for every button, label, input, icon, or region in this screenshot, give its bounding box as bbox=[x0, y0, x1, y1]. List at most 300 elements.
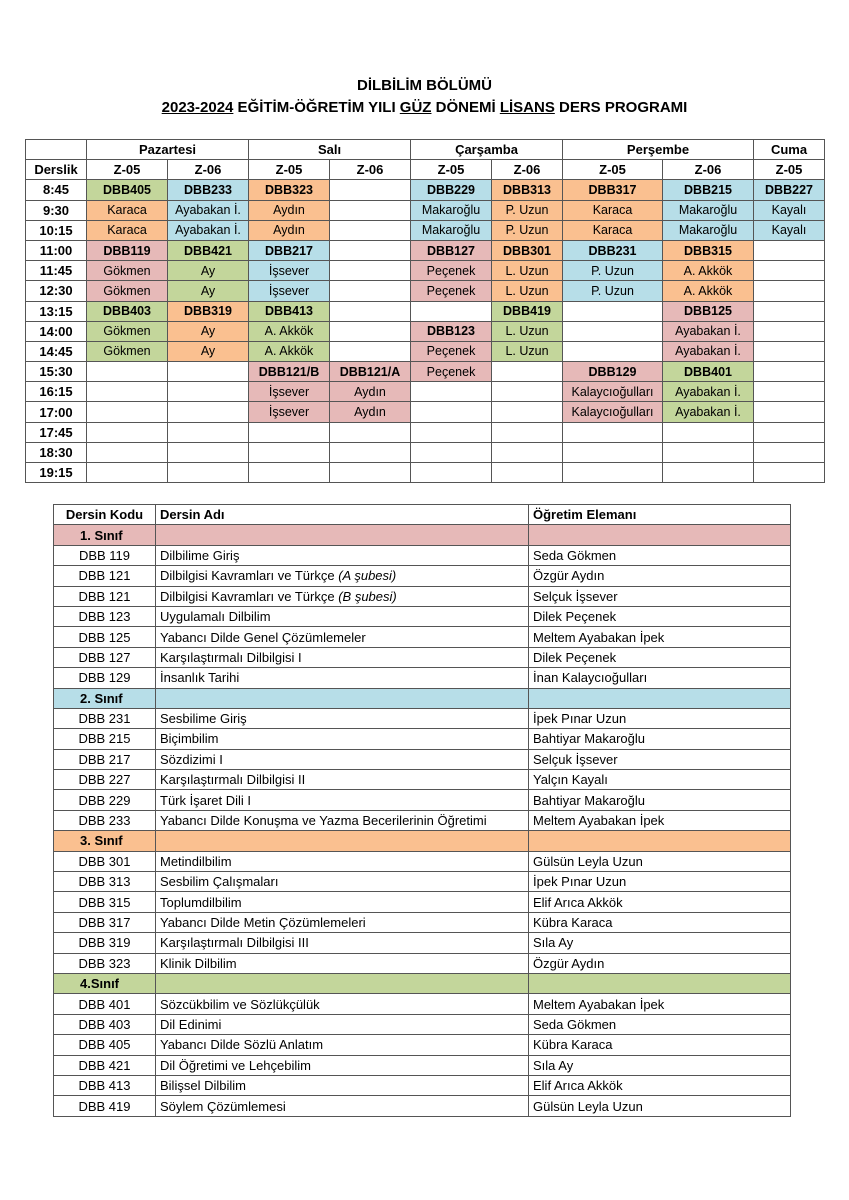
instructor-cell: Ayabakan İ. bbox=[663, 382, 754, 402]
instructor-cell: Ay bbox=[168, 341, 249, 361]
empty-cell bbox=[663, 422, 754, 442]
empty-cell bbox=[754, 261, 825, 281]
instructor-cell: Peçenek bbox=[411, 261, 492, 281]
course-code: DBB 127 bbox=[54, 647, 156, 667]
empty-cell bbox=[330, 463, 411, 483]
instructor-cell: Gökmen bbox=[87, 261, 168, 281]
instructor-cell: Ay bbox=[168, 281, 249, 301]
course-instructor: Kübra Karaca bbox=[529, 1035, 791, 1055]
course-code-cell: DBB123 bbox=[411, 321, 492, 341]
course-name-text: Sözcükbilim ve Sözlükçülük bbox=[160, 996, 320, 1012]
empty-cell bbox=[754, 442, 825, 462]
time-slot: 14:00 bbox=[26, 321, 87, 341]
empty-cell bbox=[411, 402, 492, 422]
course-code-cell: DBB313 bbox=[492, 180, 563, 200]
course-name-text: Dil Edinimi bbox=[160, 1016, 222, 1032]
course-code: DBB 121 bbox=[54, 566, 156, 586]
empty-cell bbox=[754, 240, 825, 260]
course-name-text: Yabancı Dilde Konuşma ve Yazma Becerilerinin Öğretimi bbox=[160, 813, 487, 829]
room-header: Z-05 bbox=[754, 160, 825, 180]
instructor-cell: Makaroğlu bbox=[663, 220, 754, 240]
course-name-text: Metindilbilim bbox=[160, 853, 232, 869]
course-name bbox=[156, 749, 529, 769]
time-slot: 14:45 bbox=[26, 341, 87, 361]
empty-cell bbox=[330, 301, 411, 321]
course-name-text: Yabancı Dilde Sözlü Anlatım bbox=[160, 1037, 324, 1053]
instructor-cell: Peçenek bbox=[411, 281, 492, 301]
course-name-text: Dilbilgisi Kavramları ve Türkçe bbox=[160, 568, 339, 584]
empty-cell bbox=[754, 382, 825, 402]
time-slot: 11:45 bbox=[26, 261, 87, 281]
course-instructor: Elif Arıca Akkök bbox=[529, 1075, 791, 1095]
empty-cell bbox=[563, 422, 663, 442]
day-header: Cuma bbox=[754, 140, 825, 160]
room-header: Z-06 bbox=[663, 160, 754, 180]
course-code: DBB 129 bbox=[54, 668, 156, 688]
instructor-cell: P. Uzun bbox=[563, 261, 663, 281]
empty-cell bbox=[168, 422, 249, 442]
course-row bbox=[54, 912, 791, 932]
subtitle-part: DÖNEMİ bbox=[431, 99, 500, 116]
course-row bbox=[54, 1055, 791, 1075]
course-instructor: Bahtiyar Makaroğlu bbox=[529, 729, 791, 749]
course-header-row bbox=[54, 505, 791, 525]
course-instructor: Özgür Aydın bbox=[529, 953, 791, 973]
course-row bbox=[54, 953, 791, 973]
empty-cell bbox=[754, 281, 825, 301]
time-row bbox=[26, 240, 825, 260]
course-instructor: Bahtiyar Makaroğlu bbox=[529, 790, 791, 810]
time-row bbox=[26, 463, 825, 483]
course-list-table bbox=[53, 504, 791, 1117]
course-name-text: Sözdizimi I bbox=[160, 751, 223, 767]
course-code: DBB 121 bbox=[54, 586, 156, 606]
course-name bbox=[156, 668, 529, 688]
empty-cell bbox=[754, 463, 825, 483]
empty-cell bbox=[754, 321, 825, 341]
course-code: DBB 313 bbox=[54, 872, 156, 892]
course-code-cell: DBB125 bbox=[663, 301, 754, 321]
course-code: DBB 301 bbox=[54, 851, 156, 871]
time-slot: 11:00 bbox=[26, 240, 87, 260]
empty-cell bbox=[330, 200, 411, 220]
empty-cell bbox=[492, 442, 563, 462]
empty-cell bbox=[563, 301, 663, 321]
instructor-cell: Karaca bbox=[563, 200, 663, 220]
time-row bbox=[26, 382, 825, 402]
course-instructor: Sıla Ay bbox=[529, 1055, 791, 1075]
course-name bbox=[156, 872, 529, 892]
course-code: DBB 323 bbox=[54, 953, 156, 973]
empty-cell bbox=[249, 442, 330, 462]
course-name-text: Dil Öğretimi ve Lehçebilim bbox=[160, 1057, 311, 1073]
instructor-cell: Kalaycıoğulları bbox=[563, 402, 663, 422]
instructor-cell: Karaca bbox=[87, 200, 168, 220]
course-name bbox=[156, 1075, 529, 1095]
course-code-cell: DBB413 bbox=[249, 301, 330, 321]
course-row bbox=[54, 708, 791, 728]
time-slot: 17:00 bbox=[26, 402, 87, 422]
grade-row bbox=[54, 973, 791, 993]
empty-cell bbox=[492, 362, 563, 382]
empty-cell bbox=[330, 261, 411, 281]
course-code: DBB 419 bbox=[54, 1096, 156, 1116]
course-name bbox=[156, 647, 529, 667]
empty-cell bbox=[168, 402, 249, 422]
instructor-cell: Kayalı bbox=[754, 200, 825, 220]
time-slot: 8:45 bbox=[26, 180, 87, 200]
course-row bbox=[54, 627, 791, 647]
course-code-cell: DBB229 bbox=[411, 180, 492, 200]
course-code-cell: DBB401 bbox=[663, 362, 754, 382]
corner-cell bbox=[26, 140, 87, 160]
course-name bbox=[156, 851, 529, 871]
empty-cell bbox=[563, 442, 663, 462]
time-row bbox=[26, 301, 825, 321]
instructor-cell: Peçenek bbox=[411, 362, 492, 382]
course-name bbox=[156, 1035, 529, 1055]
room-header: Z-06 bbox=[330, 160, 411, 180]
day-header-row bbox=[26, 140, 825, 160]
course-code: DBB 125 bbox=[54, 627, 156, 647]
instructor-cell: L. Uzun bbox=[492, 281, 563, 301]
empty-cell bbox=[411, 422, 492, 442]
instructor-cell: Ayabakan İ. bbox=[663, 341, 754, 361]
empty-cell bbox=[411, 463, 492, 483]
empty-cell bbox=[330, 422, 411, 442]
instructor-cell: A. Akkök bbox=[249, 341, 330, 361]
empty-cell bbox=[249, 422, 330, 442]
course-instructor: Dilek Peçenek bbox=[529, 647, 791, 667]
instructor-cell: Makaroğlu bbox=[663, 200, 754, 220]
time-slot: 17:45 bbox=[26, 422, 87, 442]
time-slot: 16:15 bbox=[26, 382, 87, 402]
instructor-cell: Aydın bbox=[330, 402, 411, 422]
instructor-cell: Kayalı bbox=[754, 220, 825, 240]
course-code: DBB 119 bbox=[54, 545, 156, 565]
course-code-cell: DBB301 bbox=[492, 240, 563, 260]
instructor-cell: İşsever bbox=[249, 281, 330, 301]
course-code-cell: DBB231 bbox=[563, 240, 663, 260]
course-row bbox=[54, 586, 791, 606]
empty-cell bbox=[754, 422, 825, 442]
instructor-cell: Kalaycıoğulları bbox=[563, 382, 663, 402]
course-row bbox=[54, 770, 791, 790]
course-instructor: Seda Gökmen bbox=[529, 545, 791, 565]
empty-cell bbox=[330, 281, 411, 301]
course-code: DBB 215 bbox=[54, 729, 156, 749]
grade-label: 4.Sınıf bbox=[54, 973, 156, 993]
course-row bbox=[54, 810, 791, 830]
empty-cell bbox=[411, 301, 492, 321]
time-row bbox=[26, 220, 825, 240]
course-code: DBB 413 bbox=[54, 1075, 156, 1095]
course-instructor: Dilek Peçenek bbox=[529, 606, 791, 626]
course-instructor: İnan Kalaycıoğulları bbox=[529, 668, 791, 688]
course-code: DBB 217 bbox=[54, 749, 156, 769]
room-header: Z-06 bbox=[492, 160, 563, 180]
course-name bbox=[156, 994, 529, 1014]
course-name bbox=[156, 810, 529, 830]
instructor-cell: Aydın bbox=[330, 382, 411, 402]
instructor-cell: Gökmen bbox=[87, 341, 168, 361]
course-column-header: Öğretim Elemanı bbox=[529, 505, 791, 525]
empty-cell bbox=[411, 442, 492, 462]
course-name-text: Yabancı Dilde Genel Çözümlemeler bbox=[160, 629, 366, 645]
course-instructor: Yalçın Kayalı bbox=[529, 770, 791, 790]
empty-cell bbox=[87, 442, 168, 462]
subtitle-year: 2023-2024 bbox=[161, 99, 234, 116]
empty-cell bbox=[330, 442, 411, 462]
instructor-cell: L. Uzun bbox=[492, 341, 563, 361]
course-instructor: İpek Pınar Uzun bbox=[529, 708, 791, 728]
instructor-cell: Ay bbox=[168, 321, 249, 341]
course-name-text: Türk İşaret Dili I bbox=[160, 792, 252, 808]
day-header: Çarşamba bbox=[411, 140, 563, 160]
course-name bbox=[156, 545, 529, 565]
course-name-text: Toplumdilbilim bbox=[160, 894, 242, 910]
instructor-cell: Aydın bbox=[249, 200, 330, 220]
course-code: DBB 315 bbox=[54, 892, 156, 912]
instructor-cell: İşsever bbox=[249, 402, 330, 422]
empty-cell bbox=[754, 402, 825, 422]
instructor-cell: A. Akkök bbox=[249, 321, 330, 341]
empty-cell bbox=[168, 442, 249, 462]
course-name bbox=[156, 953, 529, 973]
empty-cell bbox=[87, 422, 168, 442]
course-instructor: Seda Gökmen bbox=[529, 1014, 791, 1034]
course-row bbox=[54, 1014, 791, 1034]
empty-cell bbox=[168, 362, 249, 382]
time-row bbox=[26, 442, 825, 462]
grade-label: 2. Sınıf bbox=[54, 688, 156, 708]
course-name bbox=[156, 708, 529, 728]
time-slot: 15:30 bbox=[26, 362, 87, 382]
page-title: DİLBİLİM BÖLÜMÜ bbox=[357, 77, 492, 94]
empty-cell bbox=[87, 382, 168, 402]
course-code-cell: DBB319 bbox=[168, 301, 249, 321]
course-code: DBB 229 bbox=[54, 790, 156, 810]
course-name bbox=[156, 1096, 529, 1116]
course-code: DBB 123 bbox=[54, 606, 156, 626]
course-row bbox=[54, 790, 791, 810]
course-code: DBB 319 bbox=[54, 933, 156, 953]
subtitle-level: LİSANS bbox=[499, 99, 555, 116]
course-row bbox=[54, 647, 791, 667]
grade-fill bbox=[156, 688, 529, 708]
instructor-cell: İşsever bbox=[249, 382, 330, 402]
grade-row bbox=[54, 525, 791, 545]
course-code: DBB 421 bbox=[54, 1055, 156, 1075]
instructor-cell: Karaca bbox=[563, 220, 663, 240]
room-header: Z-05 bbox=[249, 160, 330, 180]
course-name-text: Biçimbilim bbox=[160, 731, 219, 747]
course-name bbox=[156, 790, 529, 810]
course-code: DBB 405 bbox=[54, 1035, 156, 1055]
instructor-cell: Ayabakan İ. bbox=[663, 402, 754, 422]
course-row bbox=[54, 1035, 791, 1055]
schedule-table bbox=[25, 139, 825, 483]
time-slot: 19:15 bbox=[26, 463, 87, 483]
course-name bbox=[156, 912, 529, 932]
empty-cell bbox=[330, 220, 411, 240]
grade-fill bbox=[529, 688, 791, 708]
course-row bbox=[54, 892, 791, 912]
empty-cell bbox=[330, 321, 411, 341]
course-code-cell: DBB403 bbox=[87, 301, 168, 321]
course-instructor: Meltem Ayabakan İpek bbox=[529, 810, 791, 830]
grade-label: 3. Sınıf bbox=[54, 831, 156, 851]
course-code-cell: DBB215 bbox=[663, 180, 754, 200]
subtitle-term: GÜZ bbox=[399, 99, 432, 116]
course-name bbox=[156, 892, 529, 912]
time-row bbox=[26, 200, 825, 220]
course-row bbox=[54, 1096, 791, 1116]
grade-fill bbox=[156, 831, 529, 851]
course-code-cell: DBB217 bbox=[249, 240, 330, 260]
time-row bbox=[26, 362, 825, 382]
course-code-cell: DBB121/B bbox=[249, 362, 330, 382]
instructor-cell: A. Akkök bbox=[663, 281, 754, 301]
instructor-cell: Ayabakan İ. bbox=[663, 321, 754, 341]
course-name-text: Sesbilim Çalışmaları bbox=[160, 874, 279, 890]
time-row bbox=[26, 321, 825, 341]
course-name bbox=[156, 566, 529, 586]
empty-cell bbox=[249, 463, 330, 483]
course-name-text: Söylem Çözümlemesi bbox=[160, 1098, 286, 1114]
subtitle-part: DERS PROGRAMI bbox=[554, 99, 688, 116]
empty-cell bbox=[492, 382, 563, 402]
instructor-cell: L. Uzun bbox=[492, 261, 563, 281]
empty-cell bbox=[330, 341, 411, 361]
course-instructor: Kübra Karaca bbox=[529, 912, 791, 932]
instructor-cell: Makaroğlu bbox=[411, 200, 492, 220]
course-row bbox=[54, 566, 791, 586]
course-code: DBB 227 bbox=[54, 770, 156, 790]
instructor-cell: Ayabakan İ. bbox=[168, 220, 249, 240]
room-header-row bbox=[26, 160, 825, 180]
course-name bbox=[156, 770, 529, 790]
course-name bbox=[156, 627, 529, 647]
subtitle-part: EĞİTİM-ÖĞRETİM YILI bbox=[233, 99, 400, 116]
empty-cell bbox=[330, 180, 411, 200]
grade-fill bbox=[156, 525, 529, 545]
course-code-cell: DBB323 bbox=[249, 180, 330, 200]
time-row bbox=[26, 402, 825, 422]
course-name bbox=[156, 729, 529, 749]
instructor-cell: Karaca bbox=[87, 220, 168, 240]
course-instructor: Gülsün Leyla Uzun bbox=[529, 1096, 791, 1116]
instructor-cell: Gökmen bbox=[87, 321, 168, 341]
instructor-cell: A. Akkök bbox=[663, 261, 754, 281]
room-header: Z-05 bbox=[563, 160, 663, 180]
time-row bbox=[26, 180, 825, 200]
day-header: Salı bbox=[249, 140, 411, 160]
course-code-cell: DBB315 bbox=[663, 240, 754, 260]
course-instructor: Meltem Ayabakan İpek bbox=[529, 627, 791, 647]
time-slot: 13:15 bbox=[26, 301, 87, 321]
instructor-cell: İşsever bbox=[249, 261, 330, 281]
course-name bbox=[156, 1014, 529, 1034]
course-instructor: Özgür Aydın bbox=[529, 566, 791, 586]
course-name-text: Klinik Dilbilim bbox=[160, 955, 237, 971]
course-code: DBB 401 bbox=[54, 994, 156, 1014]
course-name-text: Karşılaştırmalı Dilbilgisi I bbox=[160, 649, 302, 665]
course-code-cell: DBB421 bbox=[168, 240, 249, 260]
instructor-cell: Gökmen bbox=[87, 281, 168, 301]
room-header: Z-05 bbox=[411, 160, 492, 180]
empty-cell bbox=[754, 301, 825, 321]
instructor-cell: P. Uzun bbox=[492, 220, 563, 240]
course-code-cell: DBB405 bbox=[87, 180, 168, 200]
course-section: (B şubesi) bbox=[338, 588, 397, 604]
empty-cell bbox=[563, 463, 663, 483]
time-slot: 18:30 bbox=[26, 442, 87, 462]
time-slot: 9:30 bbox=[26, 200, 87, 220]
course-name bbox=[156, 586, 529, 606]
course-row bbox=[54, 668, 791, 688]
empty-cell bbox=[87, 463, 168, 483]
empty-cell bbox=[411, 382, 492, 402]
empty-cell bbox=[492, 422, 563, 442]
course-column-header: Dersin Adı bbox=[156, 505, 529, 525]
course-code-cell: DBB129 bbox=[563, 362, 663, 382]
course-instructor: İpek Pınar Uzun bbox=[529, 872, 791, 892]
course-row bbox=[54, 749, 791, 769]
instructor-cell: L. Uzun bbox=[492, 321, 563, 341]
course-row bbox=[54, 729, 791, 749]
course-code-cell: DBB419 bbox=[492, 301, 563, 321]
course-instructor: Gülsün Leyla Uzun bbox=[529, 851, 791, 871]
grade-row bbox=[54, 831, 791, 851]
course-name bbox=[156, 606, 529, 626]
course-name-text: Yabancı Dilde Metin Çözümlemeleri bbox=[160, 915, 366, 930]
course-code-cell: DBB127 bbox=[411, 240, 492, 260]
empty-cell bbox=[663, 463, 754, 483]
day-header: Pazartesi bbox=[87, 140, 249, 160]
course-code-cell: DBB233 bbox=[168, 180, 249, 200]
instructor-cell: P. Uzun bbox=[492, 200, 563, 220]
instructor-cell: Peçenek bbox=[411, 341, 492, 361]
grade-fill bbox=[529, 973, 791, 993]
course-code-cell: DBB317 bbox=[563, 180, 663, 200]
grade-row bbox=[54, 688, 791, 708]
course-name-text: Karşılaştırmalı Dilbilgisi II bbox=[160, 772, 306, 788]
course-name bbox=[156, 1055, 529, 1075]
course-name-text: Dilbilgisi Kavramları ve Türkçe bbox=[160, 588, 339, 604]
empty-cell bbox=[563, 321, 663, 341]
room-header: Z-05 bbox=[87, 160, 168, 180]
course-row bbox=[54, 606, 791, 626]
time-slot: 10:15 bbox=[26, 220, 87, 240]
course-code-cell: DBB227 bbox=[754, 180, 825, 200]
day-header: Perşembe bbox=[563, 140, 754, 160]
course-code: DBB 233 bbox=[54, 810, 156, 830]
course-code-cell: DBB119 bbox=[87, 240, 168, 260]
course-row bbox=[54, 1075, 791, 1095]
time-row bbox=[26, 281, 825, 301]
course-name bbox=[156, 933, 529, 953]
page-subtitle bbox=[0, 99, 849, 116]
course-instructor: Sıla Ay bbox=[529, 933, 791, 953]
time-row bbox=[26, 422, 825, 442]
course-name-text: Uygulamalı Dilbilim bbox=[160, 609, 271, 625]
course-name-text: Sesbilime Giriş bbox=[160, 711, 247, 727]
empty-cell bbox=[168, 463, 249, 483]
empty-cell bbox=[563, 341, 663, 361]
course-code: DBB 403 bbox=[54, 1014, 156, 1034]
course-row bbox=[54, 994, 791, 1014]
